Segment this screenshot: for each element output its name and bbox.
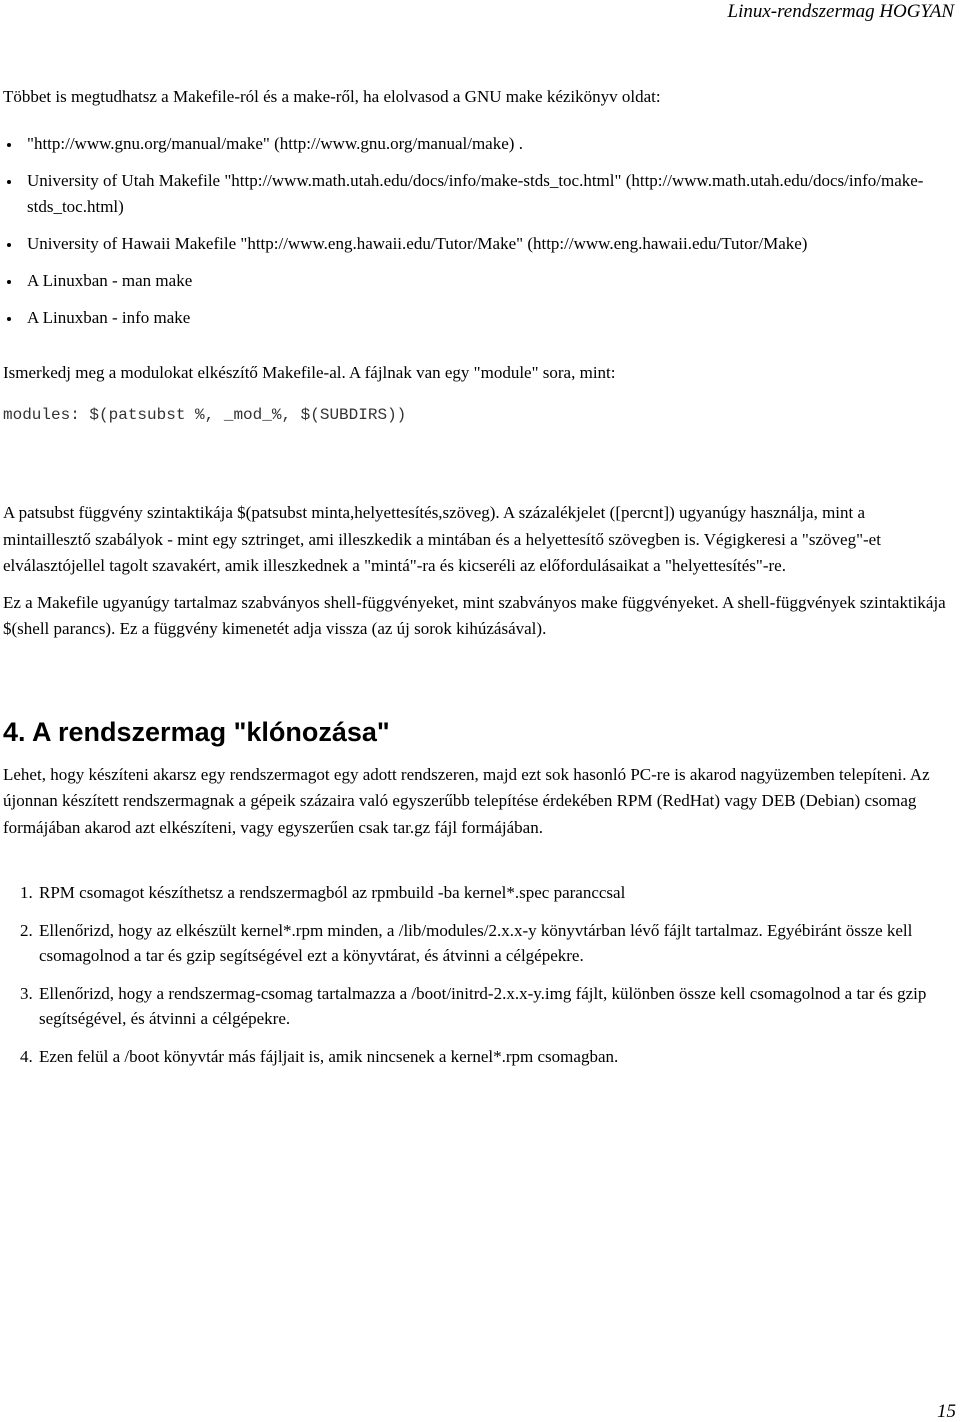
section-paragraph: Lehet, hogy készíteni akarsz egy rendszermagot egy adott rendszeren, majd ezt sok hasonló PC-re is akarod nagyüzemben telepíteni. Az újonnan készített rendszermagnak a gépeik százaira való egyszerűbb telepítése érdekében RPM (RedHat) vagy DEB (Debian) csomag formájában akarod azt elkészíteni, vagy egyszerűen csak tar.gz fájl formájában. <box>3 764 930 837</box>
modules-intro-paragraph: Ismerkedj meg a modulokat elkészítő Makefile-al. A fájlnak van egy "module" sora, mint: <box>3 362 616 382</box>
step-text: RPM csomagot készíthetsz a rendszermagból az rpmbuild -ba kernel*.spec paranccsal <box>39 883 626 902</box>
step-item <box>3 981 955 1032</box>
section-heading: 4. A rendszermag "klónozása" <box>3 716 390 747</box>
code-block: modules: $(patsubst %, _mod_%, $(SUBDIRS)) <box>3 406 407 424</box>
document-body <box>3 84 955 1081</box>
intro-paragraph: Többet is megtudhatsz a Makefile-ról és a make-ről, ha elolvasod a GNU make kézikönyv oldat: <box>3 87 661 106</box>
step-text: Ezen felül a /boot könyvtár más fájljait is, amik nincsenek a kernel*.rpm csomagban. <box>39 1046 619 1066</box>
running-header: Linux-rendszermag HOGYAN <box>727 1 954 22</box>
shell-functions-paragraph: Ez a Makefile ugyanúgy tartalmaz szabványos shell-függvényeket, mint szabványos make függvényeket. A shell-függvények szintaktikája $(shell parancs). Ez a függvény kimenetét adja vissza (az új sorok kihúzásával). <box>3 592 946 638</box>
list-item: A Linuxban - man make <box>3 268 955 294</box>
step-text: Ellenőrizd, hogy az elkészült kernel*.rpm minden, a /lib/modules/2.x.x-y könyvtárban lévő fájlt tartalmaz. Egyébiránt össze kell csomagolnod a tar és gzip segítségével ezt a könyvtárat, és átvinni a célgépekre. <box>39 920 913 965</box>
list-item: A Linuxban - info make <box>3 305 955 331</box>
step-item <box>3 1044 955 1070</box>
list-item[interactable]: University of Utah Makefile "http://www.math.utah.edu/docs/info/make-stds_toc.html" (http://www.math.utah.edu/docs/info/make-stds_toc.html) <box>3 168 955 220</box>
step-number: 3. <box>20 983 33 1003</box>
list-item[interactable]: "http://www.gnu.org/manual/make" (http://www.gnu.org/manual/make) . <box>3 131 955 157</box>
reference-list <box>3 131 955 331</box>
patsubst-paragraph: A patsubst függvény szintaktikája $(patsubst minta,helyettesítés,szöveg). A százalékjelet ([percnt]) ugyanúgy használja, mint a mintaillesztő szabályok - mint egy sztringet, ami illeszkedik a mintában és a helyettesítő szövegben is. Végigkeresi a "szöveg"-et elválasztójellel tagolt szavakért, amik illeszkednek a "mintá"-ra és kicseréli az előfordulásaikat a "helyettesítés"-re. <box>3 503 881 575</box>
step-item <box>3 880 955 906</box>
step-number: 1. <box>20 883 33 902</box>
step-text: Ellenőrizd, hogy a rendszermag-csomag tartalmazza a /boot/initrd-2.x.x-y.img fájlt, különben össze kell csomagolnod a tar és gzip segítségével, és átvinni a célgépekre. <box>39 983 927 1028</box>
step-number: 2. <box>20 920 33 940</box>
page-number: 15 <box>937 1401 956 1422</box>
step-number: 4. <box>20 1046 33 1066</box>
list-item[interactable]: University of Hawaii Makefile "http://www.eng.hawaii.edu/Tutor/Make" (http://www.eng.hawaii.edu/Tutor/Make) <box>3 231 955 257</box>
step-item <box>3 918 955 969</box>
steps-list <box>3 880 955 1069</box>
